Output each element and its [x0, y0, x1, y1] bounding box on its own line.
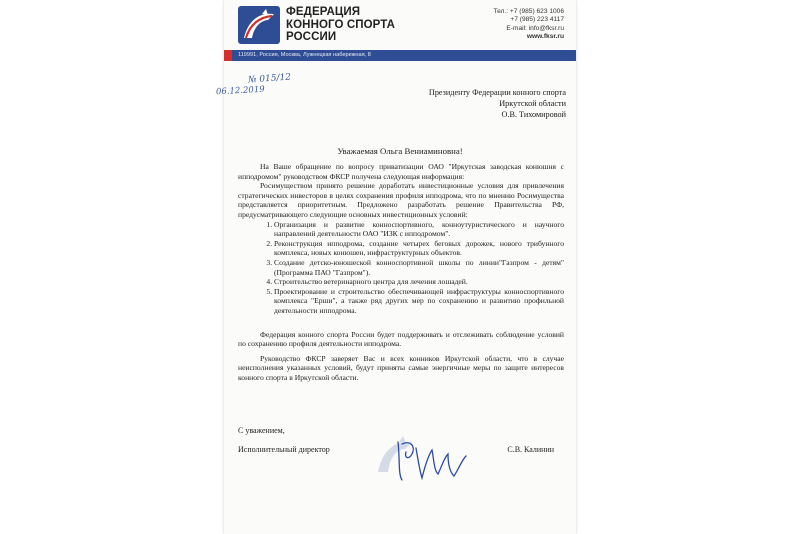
recipient-block	[429, 87, 566, 120]
signature-icon	[392, 430, 478, 490]
conditions-list	[238, 220, 564, 316]
header-band-stripe	[224, 50, 232, 61]
contact-block	[493, 8, 564, 42]
paragraph-assurance: Руководство ФКСР заверяет Вас и всех конников Иркутской области, что в случае неисполнения указанных условий, будут приняты самые энергичные меры по защите интересов конного спорта в Иркутской области.	[238, 353, 564, 382]
phone-1: Тел.: +7 (985) 623 1006	[493, 8, 564, 15]
recipient-line-1: Президенту Федерации конного спорта	[428, 88, 566, 97]
email: E-mail: info@fksr.ru	[506, 24, 564, 32]
list-item: 2. Реконструкция ипподрома, создание четырех беговых дорожек, нового трибунного комплекса, новых конюшен, инфраструктурных объектов.	[274, 239, 564, 258]
registration-date: 06.12.2019	[215, 84, 265, 98]
paragraph-support: Федерация конного спорта России будет поддерживать и отслеживать соблюдение условий по сохранению профиля деятельности ипподрома.	[238, 329, 564, 349]
org-line-3: РОССИИ	[286, 31, 337, 43]
signatory-title: Исполнительный директор	[238, 445, 330, 454]
website: www.fksr.ru	[526, 33, 564, 41]
organization-name	[286, 6, 395, 44]
recipient-line-3: О.В. Тихомировой	[501, 110, 566, 119]
org-line-1: ФЕДЕРАЦИЯ	[286, 6, 361, 18]
list-item: 1. Организация и развитие конноспортивного, конноутуристического и научного направлений деятельности ОАО "ИЗК с ипподромом".	[274, 220, 564, 239]
list-item: 3. Создание детско-юношеской конноспортивной школы по линии"Газпром - детям"(Программа ПАО "Газпром").	[274, 258, 564, 277]
regards: С уважением,	[238, 426, 285, 435]
paragraph-decision: Росимуществом принято решение доработать инвестиционные условия для привлечения стратегических инвесторов в целях сохранения профиля ипподрома, что по мнению Росимущества представляется приоритетным. Предложено разработать решение Правительства РФ, предусматривающего следующие основных инвестиционных условий:	[238, 181, 564, 219]
org-line-2: КОННОГО СПОРТА	[286, 18, 396, 31]
registration-number: № 015/12	[247, 72, 292, 86]
paragraph-intro: На Ваше обращение по вопросу приватизации ОАО "Иркутская заводская конюшня с ипподромом" руководством ФКСР получена следующая информация:	[238, 162, 564, 181]
letter-body	[238, 162, 564, 382]
header-band	[224, 50, 576, 61]
horse-logo-icon	[238, 6, 280, 44]
phone-2: +7 (985) 223 4117	[510, 16, 564, 24]
spacer	[238, 316, 564, 330]
recipient-line-2: Иркутской области	[499, 99, 566, 108]
header-address: 119991, Россия, Москва, Лужнецкая набережная, 8	[238, 52, 371, 58]
letter-page	[215, 0, 576, 534]
signatory-name: С.В. Калинин	[507, 445, 554, 454]
list-item: 4. Строительство ветеринарного центра для лечения лошадей.	[274, 277, 564, 287]
list-item: 5. Проектирование и строительство обеспечивающей инфраструктуры конноспортивного комплекса "Ерши", а также ряд других мер по сохранению и развитию профильной деятельности ипподрома.	[274, 287, 564, 316]
salutation: Уважаемая Ольга Вениаминовна!	[337, 146, 463, 156]
